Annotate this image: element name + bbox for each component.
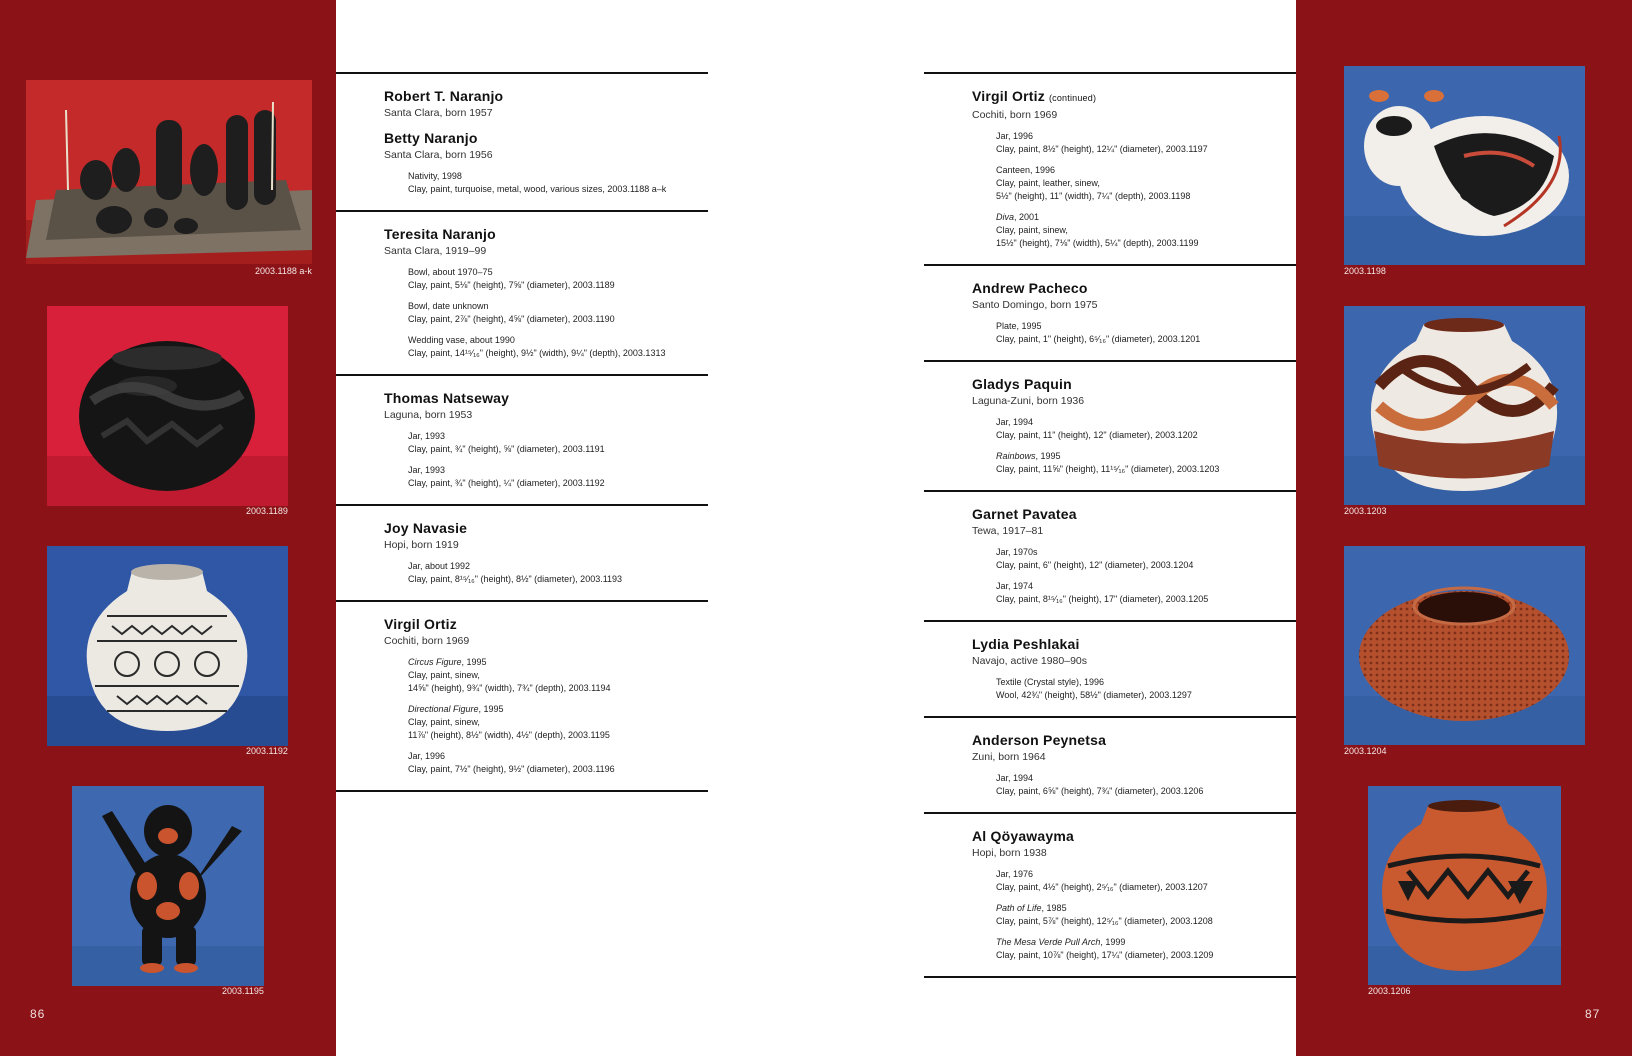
work-title: Diva [996, 212, 1015, 222]
photo-caption: 2003.1188 a-k [255, 266, 312, 276]
work-title: Rainbows [996, 451, 1036, 461]
work-item [996, 902, 1286, 928]
artist-origin: Laguna, born 1953 [384, 409, 473, 421]
work-item [408, 464, 698, 490]
work-detail: Clay, paint, 6⅝" (height), 7¾" (diameter), 2003.1206 [996, 786, 1204, 796]
work-item [996, 676, 1286, 702]
work-year: , 1995 [1035, 451, 1061, 461]
work-title: Canteen, 1996 [996, 165, 1056, 175]
work-title: Jar, 1996 [408, 751, 446, 761]
work-title: Wedding vase, about 1990 [408, 335, 515, 345]
artist-name: Thomas Natseway [384, 390, 510, 406]
photo-caption: 2003.1198 [1344, 266, 1386, 276]
work-detail: Clay, paint, 1" (height), 6⁵⁄₁₆" (diameter), 2003.1201 [996, 334, 1201, 344]
cow-photo [1344, 66, 1585, 265]
work-detail: Clay, paint, sinew, [408, 717, 480, 727]
right-catalog-column [924, 72, 1296, 978]
catalog-entry [336, 600, 708, 792]
artist-origin: Zuni, born 1964 [972, 751, 1046, 763]
work-detail: Clay, paint, 5⅞" (height), 12⁵⁄₁₆" (diameter), 2003.1208 [996, 916, 1213, 926]
work-detail: Clay, paint, 5⅛" (height), 7⅝" (diameter), 2003.1189 [408, 280, 615, 290]
work-title: Jar, 1970s [996, 547, 1038, 557]
artist-name: Andrew Pacheco [972, 280, 1088, 296]
work-detail: Wool, 42¾" (height), 58½" (diameter), 2003.1297 [996, 690, 1192, 700]
work-detail: Clay, paint, 8¹⁵⁄₁₆" (height), 17" (diameter), 2003.1205 [996, 594, 1209, 604]
work-item [996, 546, 1286, 572]
work-title: Jar, 1974 [996, 581, 1034, 591]
figure-photo [72, 786, 264, 986]
work-item [996, 868, 1286, 894]
artist-origin: Laguna-Zuni, born 1936 [972, 395, 1085, 407]
work-title: Circus Figure [408, 657, 462, 667]
work-detail: Clay, paint, 2⅞" (height), 4⅝" (diameter), 2003.1190 [408, 314, 615, 324]
artist-origin: Santa Clara, born 1956 [384, 149, 493, 161]
work-detail: Clay, paint, sinew, [996, 225, 1068, 235]
page-number-right: 87 [1585, 1007, 1601, 1021]
work-detail: Clay, paint, sinew, [408, 670, 480, 680]
work-item [996, 772, 1286, 798]
work-title: Directional Figure [408, 704, 479, 714]
work-title: Textile (Crystal style), 1996 [996, 677, 1105, 687]
page-number-left: 86 [30, 1007, 46, 1021]
catalog-entry [336, 374, 708, 504]
work-item [996, 936, 1286, 962]
artist-origin: Hopi, born 1938 [972, 847, 1047, 859]
artist-name: Virgil Ortiz [972, 88, 1045, 104]
artist-origin: Santa Clara, born 1957 [384, 107, 493, 119]
work-year: , 1999 [1100, 937, 1126, 947]
jar-photo [47, 546, 288, 746]
photo-caption: 2003.1195 [222, 986, 264, 996]
work-title: The Mesa Verde Pull Arch [996, 937, 1101, 947]
artist-name: Betty Naranjo [384, 130, 478, 146]
work-detail: Clay, paint, 11" (height), 12" (diameter), 2003.1202 [996, 430, 1198, 440]
artist-name: Gladys Paquin [972, 376, 1072, 392]
work-year: , 2001 [1014, 212, 1040, 222]
work-title: Jar, 1994 [996, 773, 1034, 783]
work-detail: Clay, paint, turquoise, metal, wood, various sizes, 2003.1188 a–k [408, 184, 667, 194]
work-item [996, 130, 1286, 156]
work-title: Jar, 1994 [996, 417, 1034, 427]
work-detail: Clay, paint, ¾" (height), ⅝" (diameter), 2003.1191 [408, 444, 605, 454]
work-title: Jar, 1993 [408, 465, 446, 475]
work-title: Jar, 1993 [408, 431, 446, 441]
continued-label: (continued) [1048, 93, 1097, 103]
catalog-entry [924, 490, 1296, 620]
work-detail: Clay, paint, ¾" (height), ¼" (diameter), 2003.1192 [408, 478, 605, 488]
artist-name: Anderson Peynetsa [972, 732, 1107, 748]
artist-name: Lydia Peshlakai [972, 636, 1080, 652]
catalog-entry [924, 264, 1296, 360]
work-title: Jar, 1996 [996, 131, 1034, 141]
work-item [408, 266, 698, 292]
work-year: , 1995 [478, 704, 504, 714]
artist-origin: Cochiti, born 1969 [384, 635, 470, 647]
work-detail: Clay, paint, 7½" (height), 9½" (diameter), 2003.1196 [408, 764, 615, 774]
work-item [408, 656, 698, 695]
work-item [408, 430, 698, 456]
catalog-entry [336, 210, 708, 374]
photo-caption: 2003.1192 [246, 746, 288, 756]
work-detail: 5½" (height), 11" (width), 7¼" (depth), 2003.1198 [996, 191, 1191, 201]
work-item [996, 164, 1286, 203]
bowl-photo [47, 306, 288, 506]
work-item [408, 170, 698, 196]
work-item [996, 211, 1286, 250]
artist-name: Teresita Naranjo [384, 226, 496, 242]
work-item [408, 703, 698, 742]
artist-origin: Navajo, active 1980–90s [972, 655, 1087, 667]
work-title: Bowl, date unknown [408, 301, 489, 311]
work-detail: 11⅞" (height), 8½" (width), 4½" (depth), 2003.1195 [408, 730, 610, 740]
work-item [408, 750, 698, 776]
work-item [408, 300, 698, 326]
work-item [996, 450, 1286, 476]
work-title: Plate, 1995 [996, 321, 1042, 331]
artist-name: Garnet Pavatea [972, 506, 1077, 522]
artist-origin: Tewa, 1917–81 [972, 525, 1044, 537]
jar-brown-photo [1344, 306, 1585, 505]
work-item [996, 580, 1286, 606]
artist-name: Al Qöyawayma [972, 828, 1074, 844]
work-detail: 15½" (height), 7⅛" (width), 5¼" (depth), 2003.1199 [996, 238, 1199, 248]
work-title: Nativity, 1998 [408, 171, 462, 181]
work-detail: Clay, paint, leather, sinew, [996, 178, 1100, 188]
artist-name: Joy Navasie [384, 520, 468, 536]
work-detail: Clay, paint, 14¹⁵⁄₁₆" (height), 9½" (width), 9¼" (depth), 2003.1313 [408, 348, 666, 358]
artist-origin: Cochiti, born 1969 [972, 109, 1058, 121]
artist-origin: Hopi, born 1919 [384, 539, 459, 551]
photo-caption: 2003.1189 [246, 506, 288, 516]
photo-caption: 2003.1204 [1344, 746, 1387, 756]
catalog-entry [336, 72, 708, 210]
nativity-photo [26, 80, 312, 264]
work-detail: Clay, paint, 4½" (height), 2⁵⁄₁₆" (diameter), 2003.1207 [996, 882, 1208, 892]
photo-caption: 2003.1203 [1344, 506, 1387, 516]
work-item [996, 320, 1286, 346]
catalog-entry [924, 716, 1296, 812]
work-detail: Clay, paint, 6" (height), 12" (diameter), 2003.1204 [996, 560, 1194, 570]
work-title: Jar, 1976 [996, 869, 1034, 879]
catalog-entry [336, 504, 708, 600]
work-detail: 14⅝" (height), 9¾" (width), 7¾" (depth), 2003.1194 [408, 683, 611, 693]
photo-caption: 2003.1206 [1368, 986, 1411, 996]
work-item [408, 560, 698, 586]
work-detail: Clay, paint, 8½" (height), 12¼" (diameter), 2003.1197 [996, 144, 1208, 154]
left-catalog-column [336, 72, 708, 792]
work-title: Path of Life [996, 903, 1042, 913]
bowl-textured-photo [1344, 546, 1585, 745]
catalog-entry [924, 812, 1296, 978]
artist-name: Robert T. Naranjo [384, 88, 504, 104]
work-item [408, 334, 698, 360]
artist-name: Virgil Ortiz [384, 616, 457, 632]
catalog-entry [924, 620, 1296, 716]
work-title: Bowl, about 1970–75 [408, 267, 493, 277]
catalog-entry [924, 72, 1296, 264]
artist-origin: Santo Domingo, born 1975 [972, 299, 1098, 311]
catalog-entry [924, 360, 1296, 490]
artist-origin: Santa Clara, 1919–99 [384, 245, 487, 257]
work-year: , 1995 [461, 657, 487, 667]
work-item [996, 416, 1286, 442]
jar-red-photo [1368, 786, 1561, 985]
work-title: Jar, about 1992 [408, 561, 471, 571]
work-detail: Clay, paint, 11⅝" (height), 11¹⁵⁄₁₆" (diameter), 2003.1203 [996, 464, 1220, 474]
work-detail: Clay, paint, 10⅞" (height), 17¼" (diameter), 2003.1209 [996, 950, 1214, 960]
work-detail: Clay, paint, 8¹⁵⁄₁₆" (height), 8½" (diameter), 2003.1193 [408, 574, 623, 584]
work-year: , 1985 [1041, 903, 1067, 913]
